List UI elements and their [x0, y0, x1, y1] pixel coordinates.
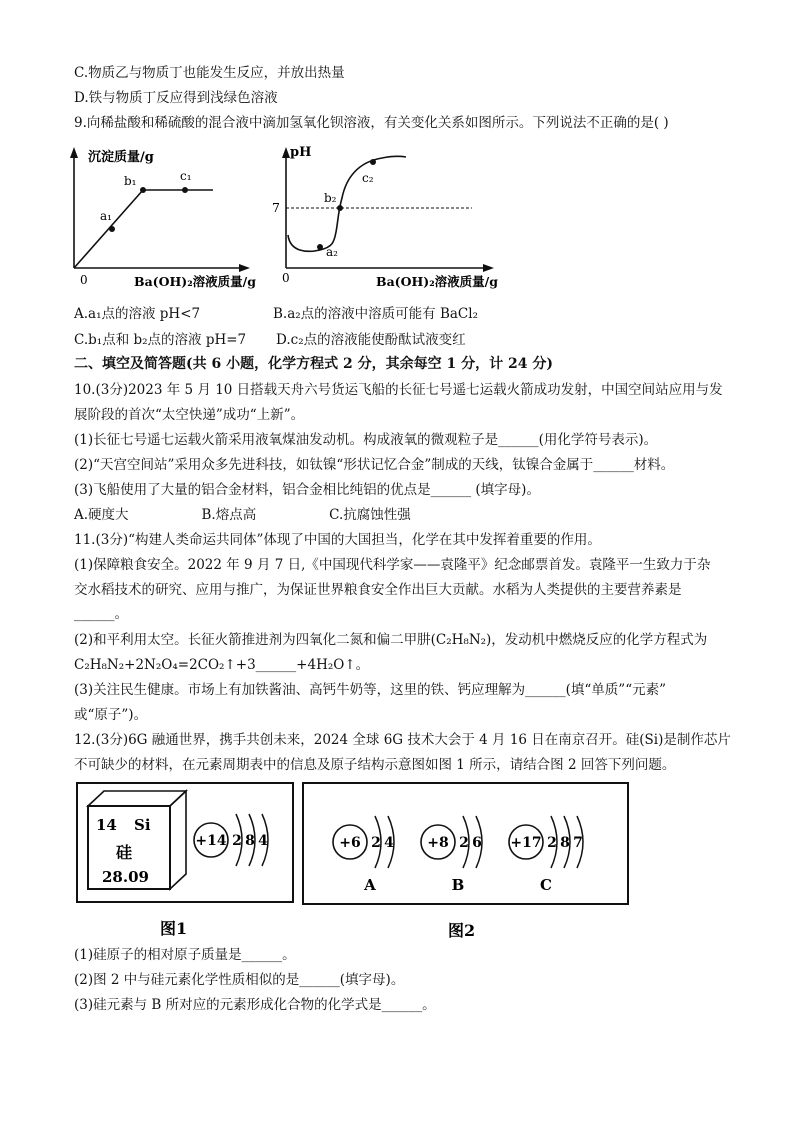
label-a1: a₁ — [100, 209, 112, 223]
option-9a: A.a₁点的溶液 pH<7 — [74, 306, 201, 322]
shell-electron-count: 2 — [459, 835, 469, 851]
shell-electron-count: 4 — [384, 835, 394, 851]
shell-electron-count: 4 — [258, 833, 268, 849]
q11-sub3-line1: (3)关注民生健康。市场上有加铁酱油、高钙牛奶等，这里的铁、钙应理解为______(填“单质”“元素” — [74, 682, 666, 698]
shell-electron-count: 2 — [371, 835, 381, 851]
label-c2: c₂ — [362, 171, 374, 185]
shell-electron-count: 6 — [472, 835, 482, 851]
q10-sub1: (1)长征七号遥七运载火箭采用液氧煤油发动机。构成液氧的微观粒子是______(用化学符号表示)。 — [74, 432, 658, 448]
option-9d: D.c₂点的溶液能使酚酞试液变红 — [276, 332, 466, 348]
atom-label: C — [540, 876, 552, 894]
option-c-line: C.物质乙与物质丁也能发生反应，并放出热量 — [74, 65, 345, 81]
option-9b: B.a₂点的溶液中溶质可能有 BaCl₂ — [273, 306, 478, 322]
point-b2 — [337, 205, 343, 211]
section-2-heading: 二、填空及简答题(共 6 小题，化学方程式 2 分，其余每空 1 分，计 24 分) — [74, 356, 553, 372]
q10-options: A.硬度大 B.熔点高 C.抗腐蚀性强 — [74, 507, 411, 523]
shell-electron-count: 8 — [245, 833, 255, 849]
origin-label: 0 — [282, 271, 290, 285]
x-axis-label: Ba(OH)₂溶液质量/g — [134, 274, 256, 289]
point-c2 — [370, 159, 376, 165]
element-symbol: Si — [134, 816, 151, 834]
option-9c: C.b₁点和 b₂点的溶液 pH=7 — [74, 332, 247, 348]
ph-curve — [288, 156, 406, 251]
shell-electron-count: 2 — [232, 833, 242, 849]
nucleus-charge: +8 — [427, 835, 449, 851]
q12-sub2: (2)图 2 中与硅元素化学性质相似的是______(填字母)。 — [74, 972, 405, 988]
q12-sub1: (1)硅原子的相对原子质量是______。 — [74, 947, 296, 963]
label-b2: b₂ — [324, 191, 337, 205]
label-b1: b₁ — [124, 174, 137, 188]
q11-line1: 11.(3分)“构建人类命运共同体”体现了中国的大国担当，化学在其中发挥着重要的作用。 — [74, 532, 601, 548]
y-axis-label: 沉淀质量/g — [88, 150, 154, 165]
q11-sub1-line3: ______。 — [74, 606, 128, 622]
atom-label: B — [451, 876, 465, 894]
q11-sub2-line1: (2)和平利用太空。长征火箭推进剂为四氧化二氮和偏二甲肼(C₂H₈N₂)，发动机中燃烧反应的化学方程式为 — [74, 632, 708, 648]
figure-1-caption: 图1 — [160, 919, 188, 938]
point-a1 — [109, 226, 115, 232]
atom-diagrams — [333, 816, 583, 894]
ph7-label: 7 — [272, 200, 280, 215]
shell-electron-count: 2 — [547, 835, 557, 851]
ph-graph — [272, 140, 502, 300]
nucleus-charge: +14 — [195, 833, 227, 849]
figure-2-caption: 图2 — [448, 921, 476, 940]
point-c1 — [182, 187, 188, 193]
nucleus-charge: +17 — [510, 835, 542, 851]
periodic-table-cell — [88, 791, 186, 889]
q10-sub2: (2)“天宫空间站”采用众多先进科技，如钛镍“形状记忆合金”制成的天线，钛镍合金属于______材料。 — [74, 457, 675, 473]
q12-line1: 12.(3分)6G 融通世界，携手共创未来，2024 全球 6G 技术大会于 4 月 16 日在南京召开。硅(Si)是制作芯片 — [74, 732, 731, 748]
silicon-atom-diagram — [194, 814, 268, 866]
atomic-number: 14 — [96, 816, 117, 834]
q11-sub1-line1: (1)保障粮食安全。2022 年 9 月 7 日,《中国现代科学家——袁隆平》纪念邮票首发。袁隆平一生致力于杂 — [74, 557, 711, 573]
atom-label: A — [364, 876, 376, 894]
point-b1 — [140, 187, 146, 193]
figure-2 — [302, 782, 632, 942]
nucleus-charge: +6 — [339, 835, 361, 851]
q11-sub1-line2: 交水稻技术的研究、应用与推广，为保证世界粮食安全作出巨大贡献。水稻为人类提供的主要营养素是 — [74, 582, 682, 598]
label-c1: c₁ — [180, 169, 192, 183]
point-a2 — [317, 244, 323, 250]
x-axis-label: Ba(OH)₂溶液质量/g — [376, 274, 498, 289]
q12-sub3: (3)硅元素与 B 所对应的元素形成化合物的化学式是______。 — [74, 997, 436, 1013]
q10-line1: 10.(3分)2023 年 5 月 10 日搭载天舟六号货运飞船的长征七号遥七运载火箭成功发射，中国空间站应用与发 — [74, 382, 723, 398]
label-a2: a₂ — [326, 245, 338, 259]
figure-1 — [76, 782, 294, 942]
q11-sub3-line2: 或“原子”)。 — [74, 707, 148, 723]
precipitate-mass-graph — [60, 140, 260, 300]
origin-label: 0 — [80, 273, 88, 287]
shell-electron-count: 8 — [560, 835, 570, 851]
q12-line2: 不可缺少的材料，在元素周期表中的信息及原子结构示意图如图 1 所示，请结合图 2 回答下列问题。 — [74, 757, 676, 773]
option-d-line: D.铁与物质丁反应得到浅绿色溶液 — [74, 90, 278, 106]
q10-sub3: (3)飞船使用了大量的铝合金材料，铝合金相比纯铝的优点是______ (填字母)。 — [74, 482, 540, 498]
atomic-mass: 28.09 — [102, 868, 149, 886]
shell-electron-count: 7 — [573, 835, 583, 851]
y-axis-label: pH — [290, 145, 312, 160]
q10-line2: 展阶段的首次“太空快递”成功“上新”。 — [74, 407, 305, 423]
q11-sub2-line2: C₂H₈N₂+2N₂O₄=2CO₂↑+3______+4H₂O↑。 — [74, 657, 370, 673]
question-9-stem: 9.向稀盐酸和稀硫酸的混合液中滴加氢氧化钡溶液，有关变化关系如图所示。下列说法不正确的是( ) — [74, 115, 669, 131]
element-name: 硅 — [116, 843, 133, 862]
precipitate-curve — [74, 190, 213, 268]
